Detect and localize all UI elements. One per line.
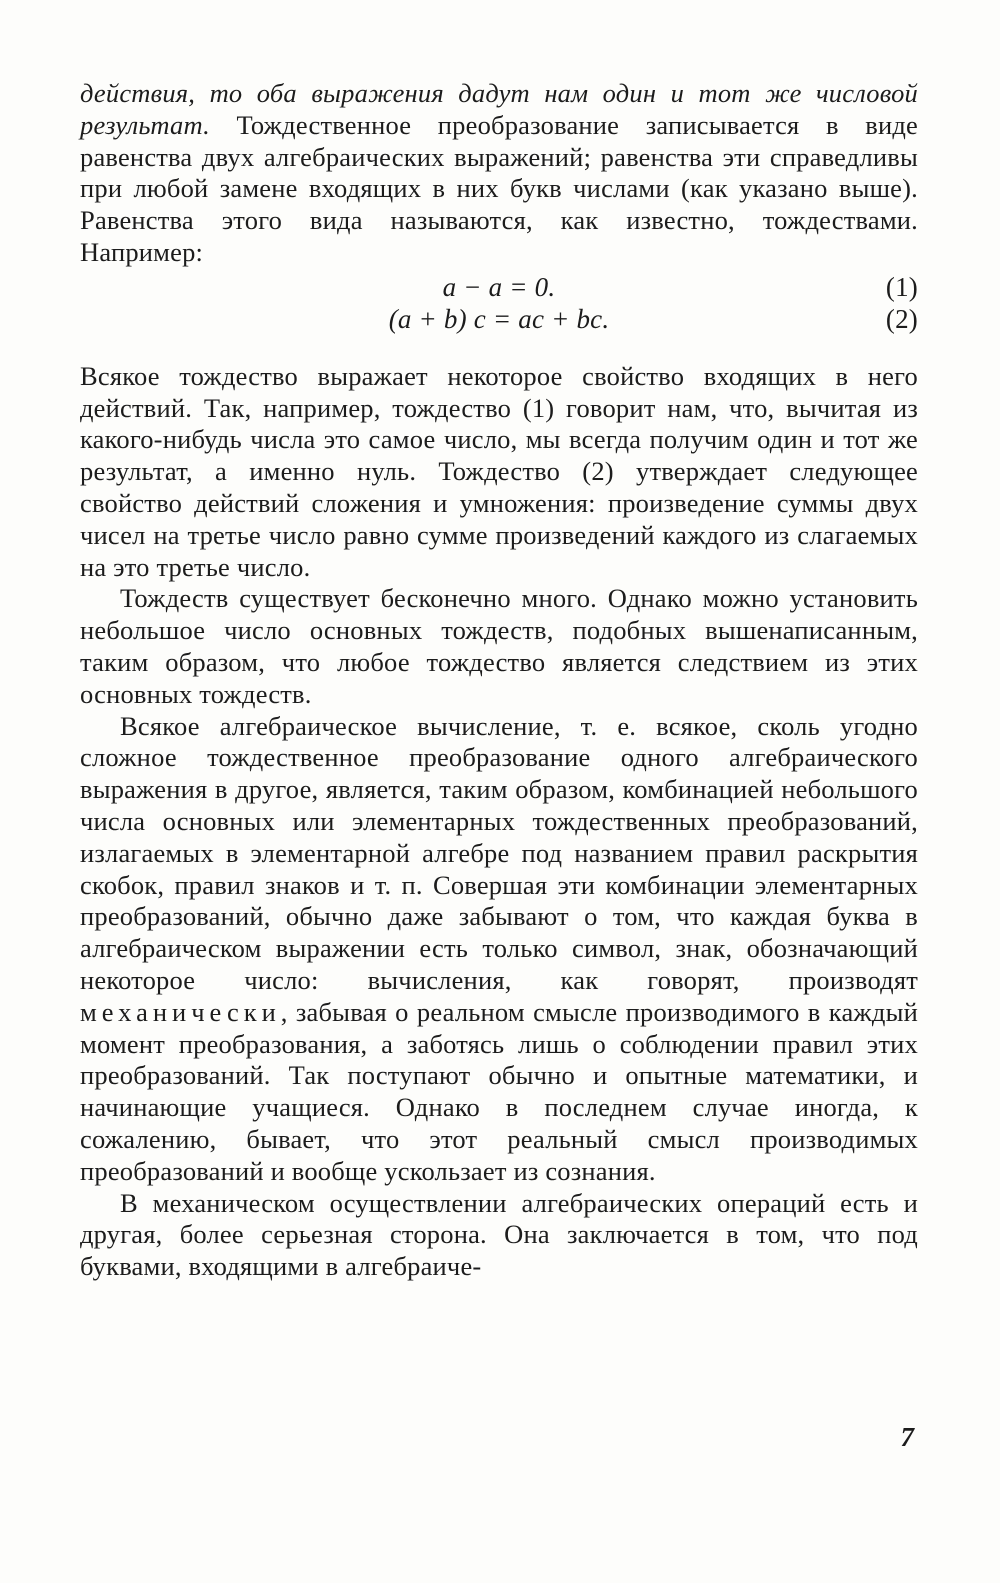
paragraph-4-start: Всякое алгебраическое вычисление, т. е. всякое, сколь угодно сложное тождественное преобразование одного алгебраического выражения в другое, является, таким образом, комбинацией небольшого числа основных или элементарных тождественных преобразований, излагаемых в элементарной алгебре под названием правил раскрытия скобок, правил знаков и т. п. Совершая эти комбинации элементарных преобразований, обычно даже забывают о том, что каждая буква в алгебраическом выражении есть только символ, знак, обозначающий некоторое число: вычисления, как говорят, производят — [80, 710, 918, 995]
paragraph-1-rest: Тождественное преобразование записывается в виде равенства двух алгебраических выражений; равенства эти справедливы при любой замене входящих в них букв числами (как указано выше). Равенства этого вида называются, как известно, тождествами. Например: — [80, 109, 918, 267]
formula-1 — [80, 271, 918, 303]
paragraph-2: Всякое тождество выражает некоторое свойство входящих в него действий. Так, например, тождество (1) говорит нам, что, вычитая из какого-нибудь числа это самое число, мы всегда получим один и тот же результат, а именно нуль. Тождество (2) утверждает следующее свойство действий сложения и умножения: произведение суммы двух чисел на третье число равно сумме произведений каждого из слагаемых на это третье число. — [80, 360, 918, 582]
formula-block — [80, 271, 918, 335]
spaced-word: механически — [80, 996, 281, 1027]
paragraph-4 — [80, 711, 918, 1188]
formula-1-number: (1) — [885, 271, 918, 302]
paragraph-1 — [80, 78, 918, 269]
formula-2 — [80, 303, 918, 335]
paragraph-3: Тождеств существует бесконечно много. Однако можно установить небольшое число основных тождеств, подобных вышенаписанным, таким образом, что любое тождество является следствием из этих основных тождеств. — [80, 583, 918, 709]
formula-2-text: (a + b) c = ac + bc. — [388, 303, 610, 334]
page-text — [80, 78, 918, 1283]
formula-1-text: a − a = 0. — [442, 271, 556, 302]
paragraph-4-end: , забывая о реальном смысле производимого в каждый момент преобразования, а заботясь лишь о соблюдении правил этих преобразований. Так поступают обычно и опытные математики, и начинающие учащиеся. Однако в последнем случае иногда, к сожалению, бывает, что этот реальный смысл производимых преобразований и вообще ускользает из сознания. — [80, 996, 918, 1186]
paragraph-5: В механическом осуществлении алгебраических операций есть и другая, более серьезная сторона. Она заключается в том, что под буквами, входящими в алгебраиче- — [80, 1187, 918, 1282]
formula-2-number: (2) — [885, 303, 918, 334]
italic-phrase: действия, то оба выражения дадут нам один и тот же числовой результат. — [80, 78, 918, 140]
page-number: 7 — [900, 1422, 914, 1452]
